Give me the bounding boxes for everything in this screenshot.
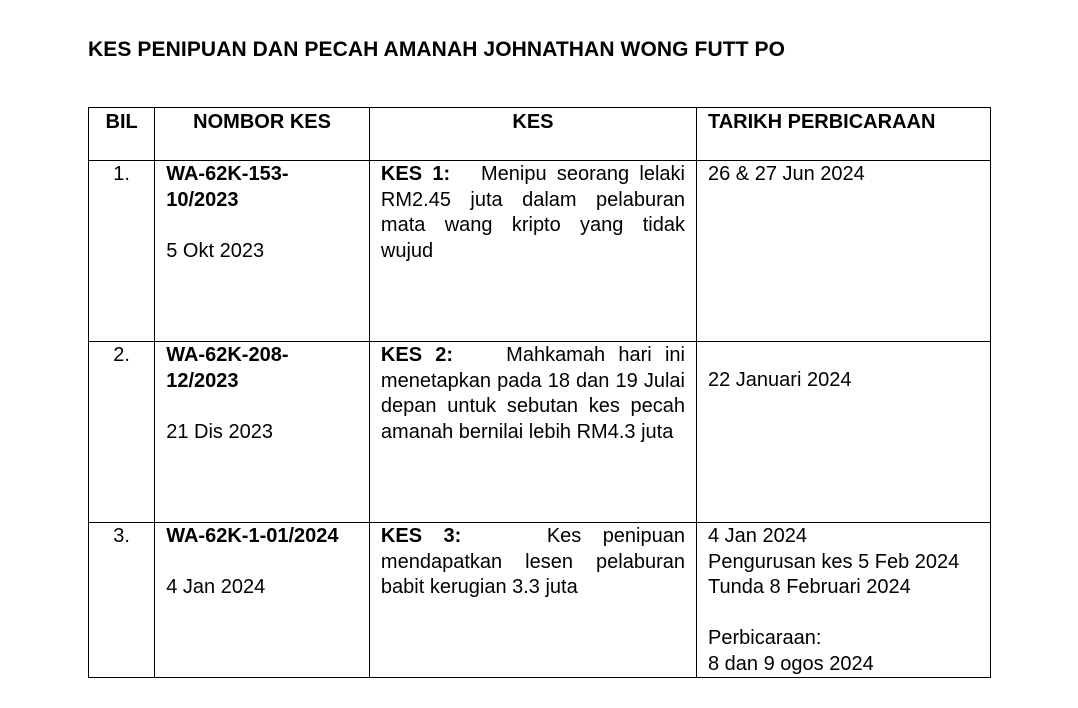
cell-tarikh xyxy=(697,523,991,678)
header-tarikh-perbicaraan: TARIKH PERBICARAAN xyxy=(697,108,991,161)
table-row xyxy=(89,161,991,342)
kes-description: Kes penipuan mendapatkan lesen pelaburan babit kerugian 3.3 juta xyxy=(380,525,685,598)
cell-bil: 1. xyxy=(89,161,155,342)
cell-kes xyxy=(369,342,696,523)
cell-kes xyxy=(369,523,696,678)
kes-label: KES 2: xyxy=(380,344,454,366)
case-number: WA-62K-208-12/2023 xyxy=(166,344,289,392)
case-date: 4 Jan 2024 xyxy=(166,576,266,598)
tarikh-line: 4 Jan 2024 xyxy=(708,525,807,547)
case-number: WA-62K-153-10/2023 xyxy=(166,163,289,211)
header-kes: KES xyxy=(369,108,696,161)
kes-label: KES 3: xyxy=(380,525,462,547)
kes-label: KES 1: xyxy=(380,163,451,185)
kes-description: Menipu seorang lelaki RM2.45 juta dalam pelaburan mata wang kripto yang tidak wujud xyxy=(380,163,686,262)
case-date: 21 Dis 2023 xyxy=(166,420,273,443)
cell-bil: 3. xyxy=(89,523,155,678)
document-title: KES PENIPUAN DAN PECAH AMANAH JOHNATHAN WONG FUTT PO xyxy=(88,38,786,61)
kes-description: Mahkamah hari ini menetapkan pada 18 dan 19 Julai depan untuk sebutan kes pecah amanah bernilai lebih RM4.3 juta xyxy=(380,344,685,443)
cell-nombor-kes xyxy=(155,342,370,523)
cell-tarikh xyxy=(697,161,991,342)
cell-bil: 2. xyxy=(89,342,155,523)
tarikh-line: Pengurusan kes 5 Feb 2024 xyxy=(708,550,960,573)
tarikh-line: Perbicaraan: xyxy=(708,627,822,649)
header-nombor-kes: NOMBOR KES xyxy=(155,108,370,161)
tarikh-line: 26 & 27 Jun 2024 xyxy=(708,163,865,185)
cell-nombor-kes xyxy=(155,523,370,678)
table-row xyxy=(89,523,991,678)
cell-nombor-kes xyxy=(155,161,370,342)
case-number: WA-62K-1-01/2024 xyxy=(166,525,339,547)
tarikh-line: Tunda 8 Februari 2024 xyxy=(708,576,911,598)
cell-kes xyxy=(369,161,696,342)
tarikh-line: 8 dan 9 ogos 2024 xyxy=(708,652,874,675)
table-header-row xyxy=(89,108,991,161)
tarikh-line: 22 Januari 2024 xyxy=(708,369,852,391)
cell-tarikh xyxy=(697,342,991,523)
header-bil: BIL xyxy=(89,108,155,161)
table-row xyxy=(89,342,991,523)
cases-table xyxy=(88,107,991,678)
case-date: 5 Okt 2023 xyxy=(166,239,265,262)
